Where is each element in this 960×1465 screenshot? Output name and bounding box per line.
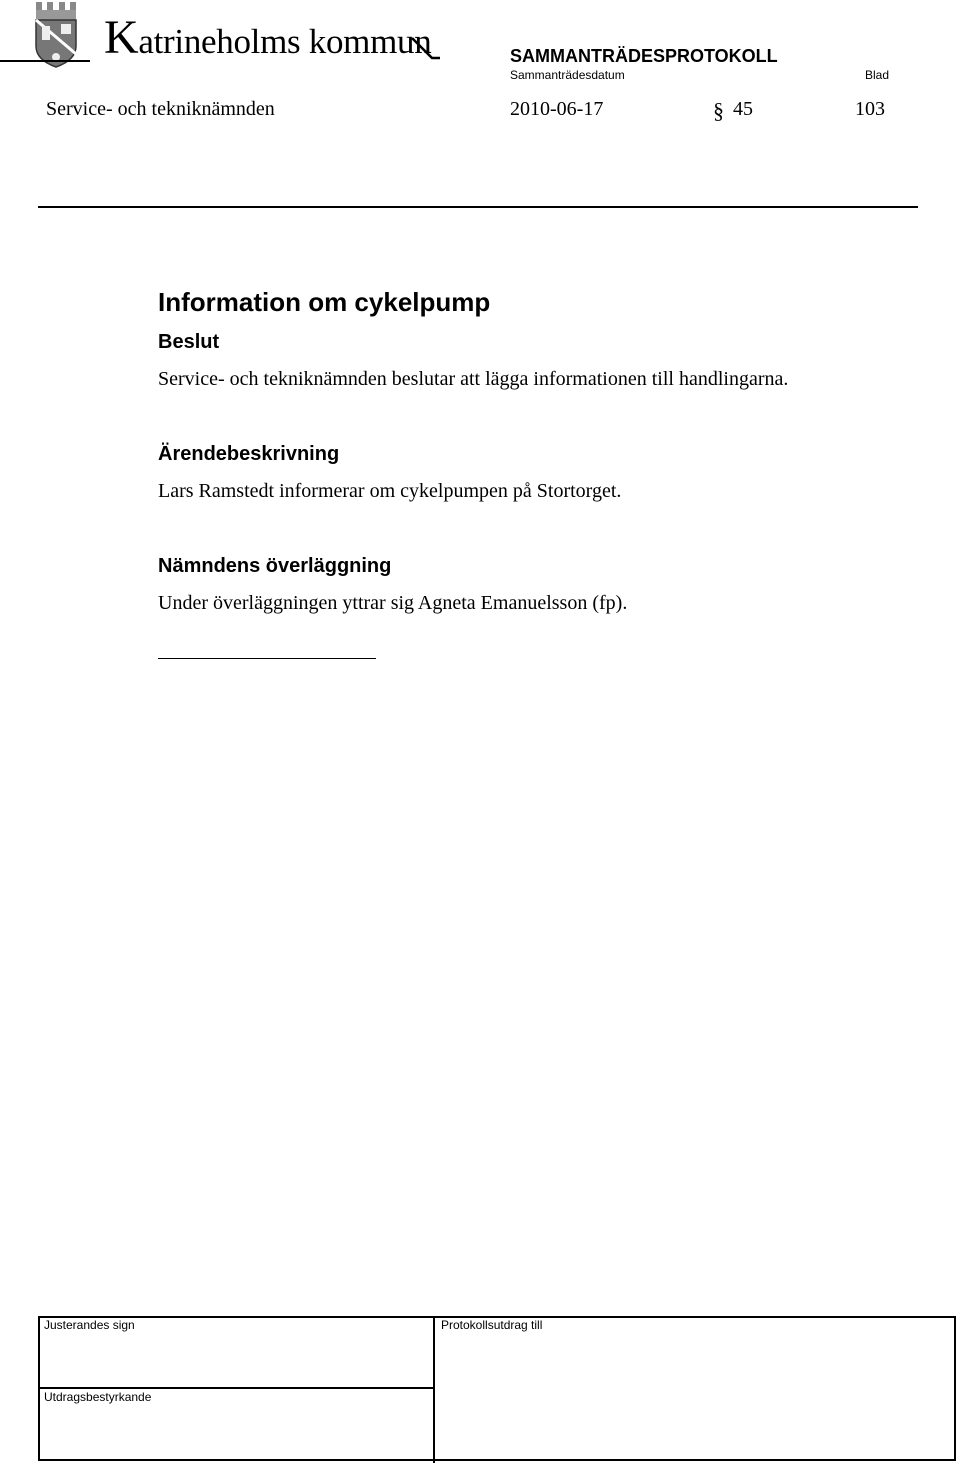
section-text-description: Lars Ramstedt informerar om cykelpumpen på Stortorget. [158, 480, 622, 502]
brand-flourish-icon [410, 36, 440, 62]
paragraph-number: 45 [733, 98, 753, 120]
coat-of-arms-icon [33, 2, 79, 68]
signature-box-row-divider [38, 1387, 435, 1389]
section-text-deliberation: Under överläggningen yttrar sig Agneta Emanuelsson (fp). [158, 592, 628, 614]
adjuster-signature-label: Justerandes sign [44, 1318, 135, 1332]
organization-name-rest: atrineholms kommun [138, 22, 432, 61]
brand-underline [0, 60, 90, 62]
end-of-item-rule [158, 658, 376, 659]
paragraph-symbol: § [713, 98, 724, 123]
page-number: 103 [855, 98, 885, 120]
committee-name: Service- och tekniknämnden [46, 98, 275, 120]
item-title: Information om cykelpump [158, 287, 491, 317]
header-divider [38, 206, 918, 208]
document-type: SAMMANTRÄDESPROTOKOLL [510, 46, 778, 66]
page-label: Blad [865, 68, 890, 82]
signature-box-divider [433, 1316, 435, 1463]
meeting-date: 2010-06-17 [510, 98, 604, 120]
extract-certification-label: Utdragsbestyrkande [44, 1390, 152, 1404]
section-heading-decision: Beslut [158, 331, 220, 353]
organization-initial: K [104, 11, 139, 64]
section-text-decision: Service- och tekniknämnden beslutar att lägga informationen till handlingarna. [158, 368, 789, 390]
meeting-date-label: Sammanträdesdatum [510, 68, 625, 82]
organization-name [104, 11, 432, 64]
section-heading-deliberation: Nämndens överläggning [158, 555, 392, 577]
protocol-extract-recipients-label: Protokollsutdrag till [441, 1318, 543, 1332]
section-heading-description: Ärendebeskrivning [158, 443, 340, 465]
